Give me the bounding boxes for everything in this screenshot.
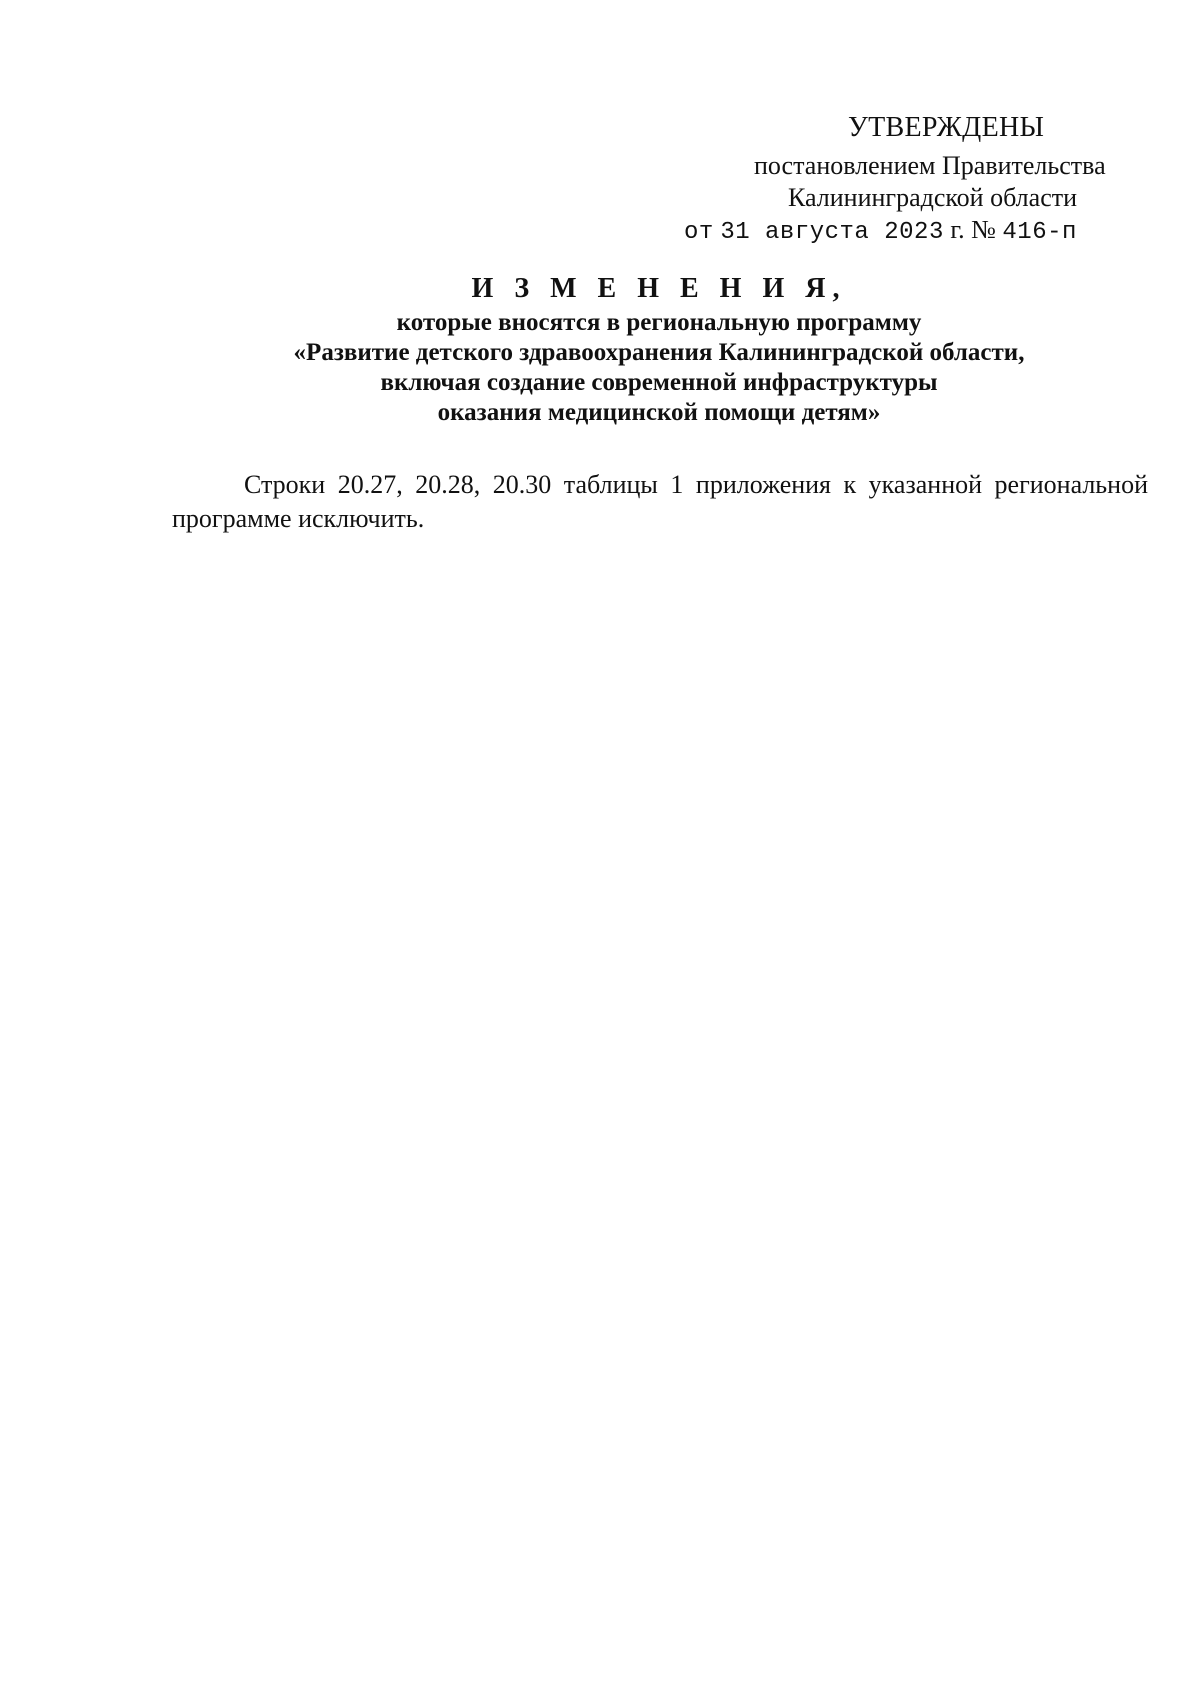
title-line-1: которые вносятся в региональную программу xyxy=(396,309,922,336)
title-heading: И З М Е Н Е Н И Я, xyxy=(471,273,847,304)
approved-region-line: Калининградской области xyxy=(788,183,1078,212)
title-line-3: включая создание современной инфраструктуры xyxy=(380,369,938,396)
date-value: 31 августа 2023 xyxy=(720,219,944,246)
approval-date-line xyxy=(684,214,1077,249)
document-title xyxy=(170,272,1148,428)
body-paragraph: Строки 20.27, 20.28, 20.30 таблицы 1 приложения к указанной региональной программе исключить. xyxy=(172,470,1148,533)
year-number-label: г. № xyxy=(950,215,996,244)
date-prefix: от xyxy=(684,219,714,246)
title-line-4: оказания медицинской помощи детям» xyxy=(437,399,881,426)
approval-stamp xyxy=(0,108,1200,248)
document-number: 416-п xyxy=(1002,219,1077,246)
title-line-2: «Развитие детского здравоохранения Калининградской области, xyxy=(293,339,1025,366)
approved-label: УТВЕРЖДЕНЫ xyxy=(848,112,1045,143)
approved-by-line: постановлением Правительства xyxy=(754,151,1106,180)
